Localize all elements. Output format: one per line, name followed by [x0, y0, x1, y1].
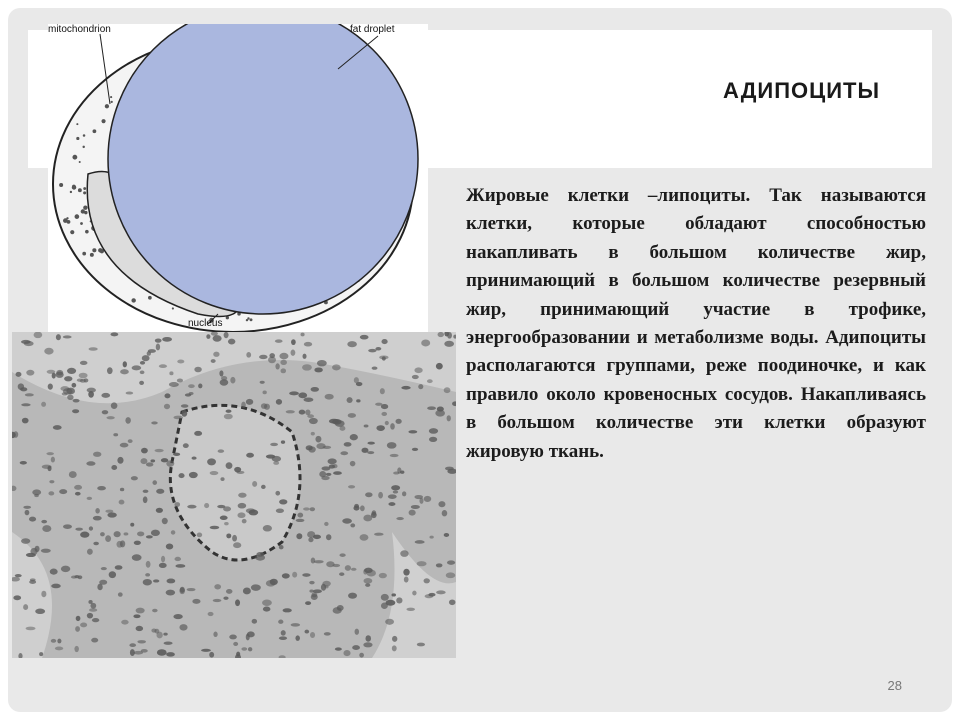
electron-micrograph-svg — [12, 332, 456, 658]
label-nucleus: nucleus — [188, 318, 223, 329]
fat-droplet-shape — [108, 24, 418, 314]
electron-micrograph — [12, 332, 456, 658]
adipocyte-diagram — [48, 24, 428, 334]
slide-title: АДИПОЦИТЫ — [723, 78, 880, 103]
body-text: Жировые клетки –липоциты. Так называются клетки, которые обладают способностью накапливать в большом количестве жир, принимающий в большом количестве резервный жир, принимающий участие в трофике, энергообразовании и метаболизме воды. Адипоциты располагаются группами, реже поодиночке, и как правило около кровеносных сосудов. Накапливаясь в большом количестве эти клетки образуют жировую ткань. — [466, 185, 926, 462]
adipocyte-diagram-svg — [48, 24, 428, 334]
label-mitochondrion: mitochondrion — [48, 24, 111, 35]
page-number: 28 — [887, 678, 902, 693]
label-fat-droplet: fat droplet — [350, 24, 395, 35]
